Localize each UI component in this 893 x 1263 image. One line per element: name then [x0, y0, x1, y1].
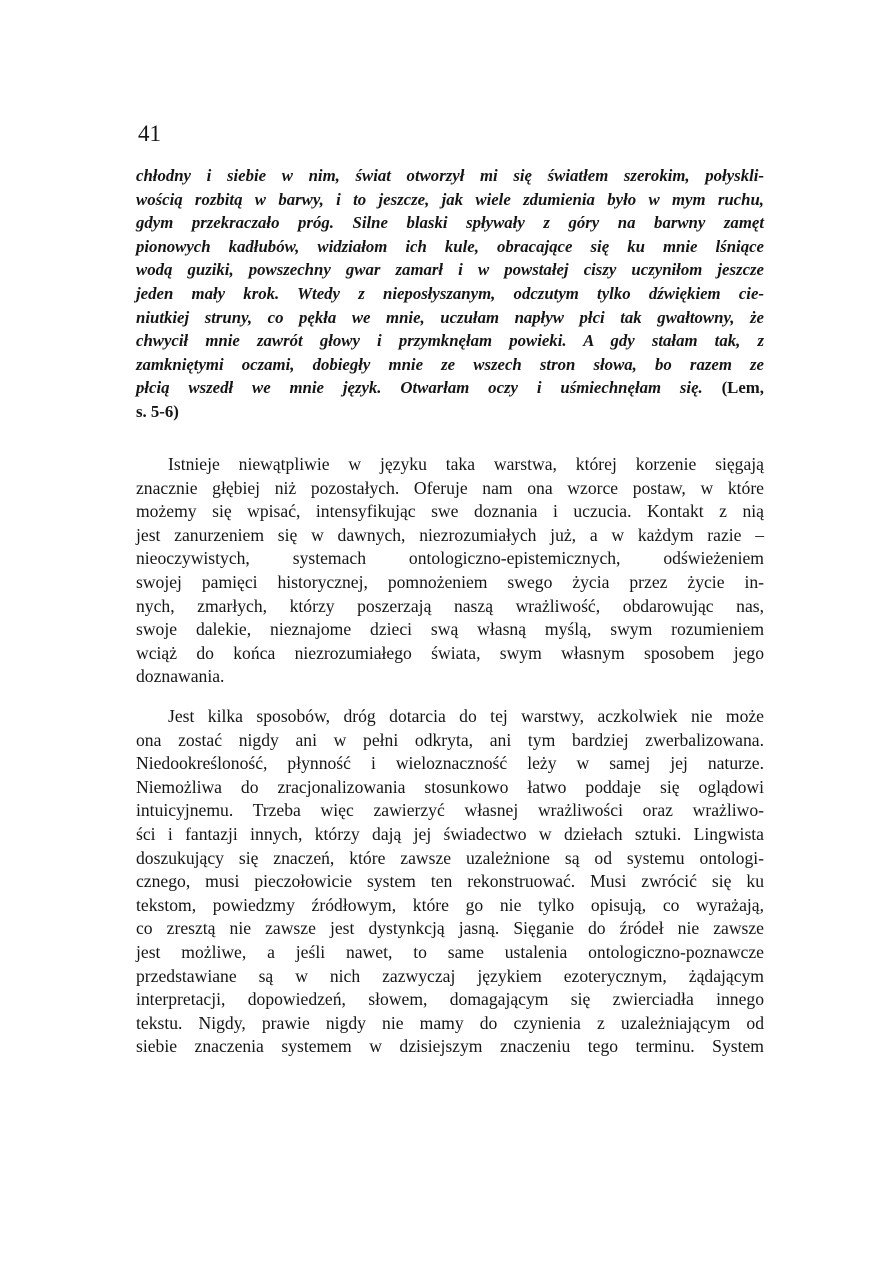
paragraph-line: co zresztą nie zawsze jest dystynkcją jasną. Sięganie do źródeł nie zawsze — [136, 918, 764, 939]
quote-line: chłodny i siebie w nim, świat otworzył mi się światłem szerokim, połyskli- — [136, 166, 764, 185]
paragraph-line: Niemożliwa do zracjonalizowania stosunkowo łatwo poddaje się oglądowi — [136, 776, 764, 797]
citation-pages — [136, 400, 764, 424]
citation-pages-text: s. 5-6) — [136, 401, 179, 421]
quote-line: wodą guziki, powszechny gwar zamarł i w powstałej ciszy uczyniłom jeszcze — [136, 260, 764, 280]
paragraph-line: tekstu. Nigdy, prawie nigdy nie mamy do czynienia z uzależniającym od — [136, 1012, 764, 1033]
paragraph-line: Jest kilka sposobów, dróg dotarcia do tej warstwy, aczkolwiek nie może — [168, 706, 764, 726]
paragraph-1 — [136, 453, 764, 689]
citation-author: (Lem, — [721, 378, 764, 398]
quote-line: zamkniętymi oczami, dobiegły mnie ze wszech stron słowa, bo razem ze — [136, 354, 764, 374]
paragraph-line: Istnieje niewątpliwie w języku taka warstwa, której korzenie sięgają — [168, 454, 764, 474]
page-number: 41 — [138, 121, 161, 146]
paragraph-line: doszukujący się znaczeń, które zawsze uzależnione są od systemu ontologi- — [136, 847, 764, 868]
paragraph-line: przedstawiane są w nich zazwyczaj językiem ezoterycznym, żądającym — [136, 965, 764, 986]
paragraph-line: nieoczywistych, systemach ontologiczno-epistemicznych, odświeżeniem — [136, 548, 764, 569]
paragraph-line: intuicyjnemu. Trzeba więc zawierzyć własnej wrażliwości oraz wrażliwo- — [136, 800, 764, 821]
paragraph-line: możemy się wpisać, intensyfikując swe doznania i uczucia. Kontakt z nią — [136, 501, 764, 522]
quote-line: gdym przekraczało próg. Silne blaski spływały z góry na barwny zamęt — [136, 213, 764, 233]
paragraph-line: swoje dalekie, nieznajome dzieci swą własną myślą, swym rozumieniem — [136, 619, 764, 640]
quote-line: jeden mały krok. Wtedy z nieposłyszanym, odczutym tylko dźwiękiem cie- — [136, 283, 764, 303]
paragraph-line: ści i fantazji innych, którzy dają jej świadectwo w dziełach sztuki. Lingwista — [136, 823, 764, 844]
paragraph-line: swojej pamięci historycznej, pomnożeniem swego życia przez życie in- — [136, 571, 764, 592]
paragraph-line: jest zanurzeniem się w dawnych, niezrozumiałych już, a w każdym razie – — [136, 524, 764, 545]
paragraph-line: nych, zmarłych, którzy poszerzają naszą wrażliwość, obdarowując nas, — [136, 595, 764, 616]
paragraph-line: Niedookreśloność, płynność i wieloznaczność leży w samej jej naturze. — [136, 753, 764, 774]
paragraph-line: ona zostać nigdy ani w pełni odkryta, ani tym bardziej zwerbalizowana. — [136, 729, 764, 750]
paragraph-line: siebie znaczenia systemem w dzisiejszym znaczeniu tego terminu. System — [136, 1036, 764, 1057]
quotation-block — [136, 164, 764, 424]
paragraph-line: znacznie głębiej niż pozostałych. Oferuje nam ona wzorce postaw, w które — [136, 477, 764, 498]
paragraph-line: tekstom, powiedzmy źródłowym, które go nie tylko opisują, co wyrażają, — [136, 894, 764, 915]
quote-line: wością rozbitą w barwy, i to jeszcze, jak wiele zdumienia było w mym ruchu, — [136, 189, 764, 209]
paragraph-line: wciąż do końca niezrozumiałego świata, swym własnym sposobem jego — [136, 642, 764, 663]
paragraph-line: jest możliwe, a jeśli nawet, to same ustalenia ontologiczno-poznawcze — [136, 941, 764, 962]
paragraph-line: doznawania. — [136, 666, 225, 687]
quote-line-text: płcią wszedł we mnie język. Otwarłam oczy i uśmiechnęłam się. — [136, 378, 703, 398]
quote-line: pionowych kadłubów, widziałom ich kule, obracające się ku mnie lśniące — [136, 236, 764, 256]
quote-line: chwycił mnie zawrót głowy i przymknęłam powieki. A gdy stałam tak, z — [136, 331, 764, 351]
paragraph-2 — [136, 705, 764, 1059]
quote-line: niutkiej struny, co pękła we mnie, uczułam napływ płci tak gwałtowny, że — [136, 307, 764, 327]
paragraph-line: interpretacji, dopowiedzeń, słowem, domagającym się zwierciadła innego — [136, 989, 764, 1010]
paragraph-line: cznego, musi pieczołowicie system ten rekonstruować. Musi zwrócić się ku — [136, 871, 764, 892]
quote-line-with-citation — [136, 376, 764, 400]
